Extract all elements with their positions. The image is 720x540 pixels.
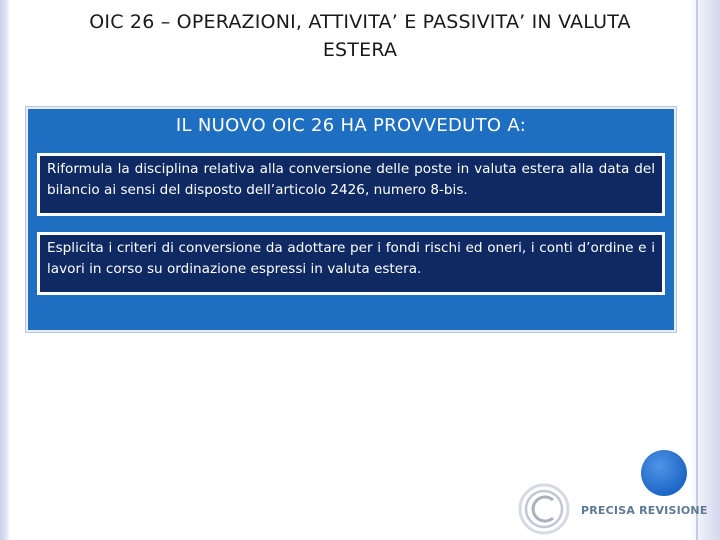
panel-heading: IL NUOVO OIC 26 HA PROVVEDUTO A:	[175, 115, 527, 136]
slide-title	[40, 8, 680, 64]
slide-title-line-1: OIC 26 – OPERAZIONI, ATTIVITA’ E PASSIVITA’ IN VALUTA	[89, 11, 631, 33]
content-item	[37, 153, 665, 216]
slide-title-line-2: ESTERA	[322, 39, 398, 61]
circle-logo-icon	[517, 482, 571, 536]
content-item	[37, 232, 665, 295]
logo-text: PRECISA REVISIONE	[581, 504, 708, 517]
slide-left-border	[0, 0, 10, 540]
content-item-text: Riformula la disciplina relativa alla conversione delle poste in valuta estera alla data del bilancio ai sensi del disposto dell’articolo 2426, numero 8-bis.	[47, 161, 655, 198]
content-panel	[26, 107, 676, 332]
blue-circle-icon	[641, 450, 687, 496]
company-logo	[517, 448, 708, 540]
content-item-text: Esplicita i criteri di conversione da adottare per i fondi rischi ed oneri, i conti d’ordine e i lavori in corso su ordinazione espressi in valuta estera.	[47, 240, 655, 277]
